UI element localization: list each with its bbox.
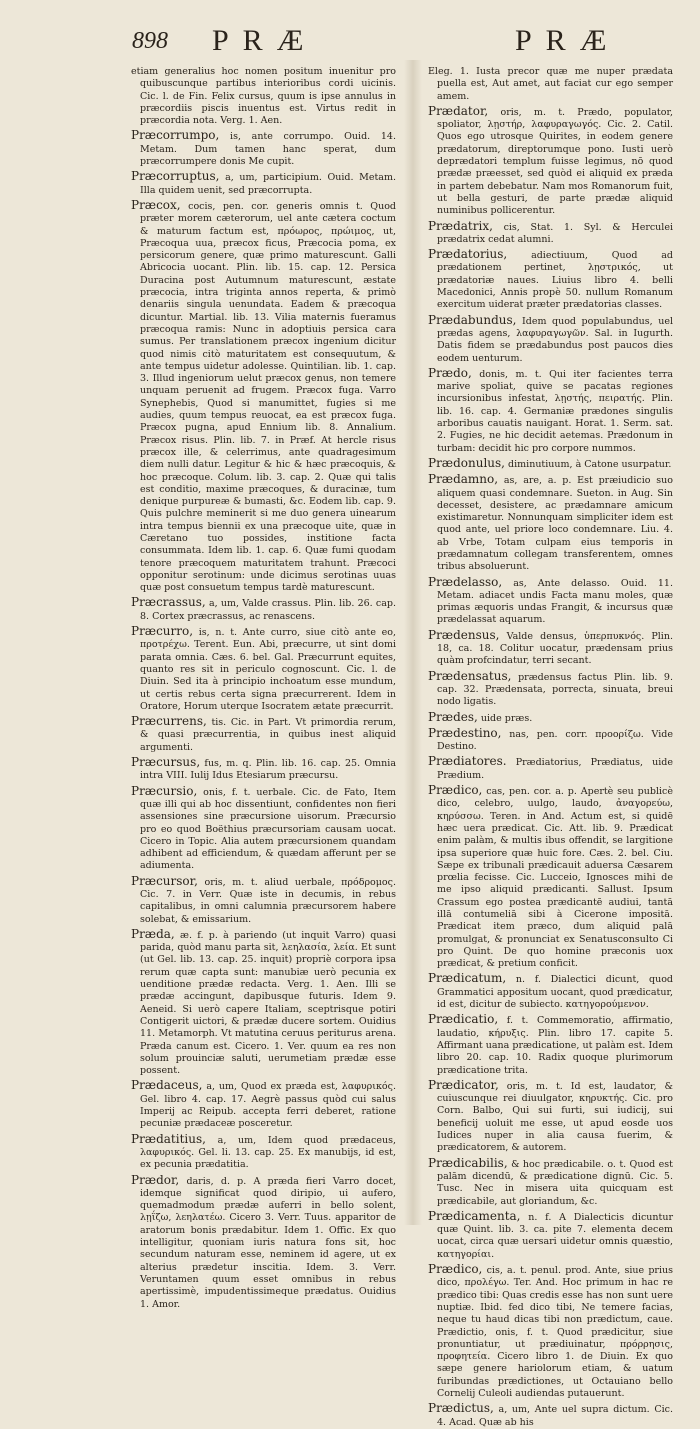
dictionary-entry — [131, 66, 396, 127]
entry-text: tis. Cic. in Part. Vt primordia rerum, & quasi præcurrentia, in quibus inest aliquid argumenti. — [140, 717, 396, 753]
dictionary-entry — [428, 1263, 673, 1400]
entry-text: n. f. Dialectici dicunt, quod Grammatici appositum uocant, quod prædicatur, id est, dicitur de subiecto. κατηγορούμενον. — [437, 974, 673, 1011]
entry-headword: Prædicatum, — [428, 971, 507, 986]
entry-text: nas, pen. corr. προορίζω. Vide Destino. — [437, 728, 673, 753]
dictionary-entry — [428, 314, 673, 365]
dictionary-entry — [428, 1013, 673, 1076]
entry-headword: Prædatitius, — [131, 1131, 206, 1146]
entry-headword: Prædico, — [428, 783, 483, 798]
entry-text: oris, m. t. Id est, laudator, & cuiuscunque rei diuulgator, κηρυκτής. Cic. pro Corn. Balbo, Qui sui furti, sui iudicij, sui beneficij uoluit me esse, ut apud eosde uos Iudices nuper in alia causa fuerim, & prædicatorem, & autorem. — [437, 1080, 673, 1154]
entry-text: as, are, a. p. Est præiudicio suo aliquem quasi condemnare. Sueton. in Aug. Sin decesset, desistere, ac prædamnare amicum existimaretur. Nonnunquam simpliciter idem est quod ante, uel priore loco condemnare. Liu. 4. ab Vrbe, Totam culpam eius temporis in prædamnatum collegam transferentem, omnes tribus absoluerunt. — [437, 475, 673, 573]
entry-text: adiectiuum, Quod ad prædationem pertinet, λῃστρικός, ut prædatoriæ naues. Liuius libro 4. belli Macedonici, Annis propè 50. nullum Romanum exercitum uiderat præter prædatorias classes. — [437, 250, 673, 311]
entry-text: oris, m. t. Prædo, populator, spoliator, λῃστήρ, λαφυραγωγός. Cic. 2. Catil. Quos ego utrosque Quirites, in eodem genere prædatorum, direptorumque pono. Iusti uerò deprædatori templum fuisse legimus, nō quod prædæ præesset, sed quòd ei aliquid ex præda in partem debebatur. Nam mos Romanorum fuit, ut bella gesturi, de parte prædæ aliquid numinibus pollicerentur. — [437, 106, 673, 217]
entry-headword: Præcurrens, — [131, 714, 207, 729]
dictionary-entry — [131, 756, 396, 783]
running-head-left: PRÆ — [212, 24, 318, 57]
entry-headword: Prædo, — [428, 365, 472, 380]
entry-headword: Præcox, — [131, 197, 181, 212]
entry-text: etiam generalius hoc nomen positum inuenitur pro quibuscunque partibus interioribus cordi uicinis. Cic. l. de Fin. Felix cursus, quum is ipse annulus in præcordiis piscis inuentus est. Virtus redit in præcordia nota. Verg. 1. Aen. — [131, 66, 396, 127]
dictionary-entry — [131, 170, 396, 197]
entry-text: oris, m. t. aliud uerbale, πρόδρομος. Cic. 7. in Verr. Quæ iste in decumis, in rebus capitalibus, in omni calumnia præcursorem habere solebat, & emissarium. — [140, 876, 396, 925]
entry-headword: Prædabundus, — [428, 312, 517, 327]
dictionary-entry — [428, 1079, 673, 1155]
dictionary-entry — [428, 105, 673, 218]
entry-text: a, um, participium. Ouid. Metam. Illa quidem uenit, sed præcorrupta. — [140, 172, 396, 196]
entry-headword: Prædiatores. — [428, 754, 507, 769]
entry-headword: Prædes, — [428, 709, 478, 724]
entry-headword: Præcorrumpo, — [131, 128, 220, 143]
dictionary-entry — [428, 784, 673, 970]
entry-text: Prædiatorius, Prædiatus, uide Prædium. — [437, 757, 673, 781]
left-column — [131, 66, 396, 1310]
entry-text: cis, Stat. 1. Syl. & Herculei prædatrix cedat alumni. — [437, 221, 673, 245]
dictionary-entry — [428, 755, 673, 782]
right-column — [428, 66, 673, 1428]
entry-headword: Præcursor, — [131, 873, 198, 888]
entry-text: a, um, Valde crassus. Plin. lib. 26. cap. 8. Cortex præcrassus, ac renascens. — [140, 598, 396, 622]
entry-headword: Prædor, — [131, 1172, 180, 1187]
dictionary-entry — [131, 625, 396, 713]
dictionary-entry — [428, 220, 673, 247]
entry-text: cis, a. t. penul. prod. Ante, siue prius dico, προλέγω. Ter. And. Hoc primum in hac re prædico tibi: Quas credis esse has non sunt uere nuptiæ. Ibid. fed dico tibi, Ne temere facias, neque tu haud dicas tibi non prædictum, caue. Prædictio, onis, f. t. Quod prædicitur, siue pronuntiatur, ut prædiuinatur, πρόρρησις, προφητεία. Cicero libro 1. de Diuin. Ex quo sæpe genere hariolorum etiam, & uatum furibundas prædictiones, ut Octauiano bello Cornelij Culeoli audiendas putauerunt. — [437, 1265, 673, 1399]
dictionary-entry — [428, 457, 673, 471]
dictionary-entry — [428, 711, 673, 725]
entry-headword: Præcrassus, — [131, 595, 206, 610]
dictionary-entry — [131, 1174, 396, 1311]
dictionary-entry — [428, 727, 673, 754]
entry-text: daris, d. p. A præda fieri Varro docet, idemque significat quod diripio, ui aufero, quemadmodum prædæ auferri in bello solent, λῃΐζω, λεηλατέω. Cicero 3. Verr. Tuus. apparitor de aratorum bonis prædabitur. Idem 1. Offic. Ex quo intelligitur, quoniam iuris natura fons sit, hoc secundum naturam esse, neminem id agere, ut ex alterius prædetur inscitia. Idem. 3. Verr. Veruntamen quum esset omnibus in rebus apertissimè, impudentissimeque prædatus. Ouidius 1. Amor. — [140, 1175, 396, 1310]
entry-text: donis, m. t. Qui iter facientes terra marive spoliat, quive se pacatas regiones incursionibus infestat, λῃστής, πειρατής. Plin. lib. 16. cap. 4. Germaniæ prædones singulis arboribus cauatis nauigant. Horat. 1. Serm. sat. 2. Fugies, ne hic decidit aetemas. Prædonum in turbam: decidit hic pro corpore nummos. — [437, 368, 673, 454]
entry-headword: Prædelasso, — [428, 574, 503, 589]
page-number: 898 — [132, 28, 168, 54]
dictionary-entry — [131, 596, 396, 623]
entry-headword: Prædamno, — [428, 472, 499, 487]
entry-text: Idem quod populabundus, uel prædas agens, λαφυραγωγῶν. Sal. in Iugurth. Datis fidem se prædabundus post paucos dies eodem uenturum. — [437, 315, 673, 364]
entry-headword: Prædensatus, — [428, 668, 512, 683]
entry-headword: Prædatorius, — [428, 247, 508, 262]
dictionary-entry — [428, 972, 673, 1011]
entry-text: cocis, pen. cor. generis omnis t. Quod præter morem cæterorum, uel ante cætera coctum & maturum factum est, πρόωρος, πρώιμος, ut, Præcoqua uua, præcox ficus, Præcocia poma, ex persicorum genere, quæ primo maturescunt. Galli Abricocia uocant. Plin. lib. 15. cap. 12. Persica Duracina post Autumnum maturescunt, æstate præcocia, intra triginta annos reperta, & primò denariis singula uenundata. Eadem & præcoqua dicuntur. Martial. lib. 13. Vilia maternis fueramus præcoqua ramis: Nunc in adoptiuis persica cara sumus. Per translationem præcox ingenium dicitur quod nimis citò maturitatem est consequutum, & ante tempus uidetur adolesse. Quintilian. lib. 1. cap. 3. Illud ingeniorum uelut præcox genus, non temere unquam peruenit ad frugem. Præcox fuga. Varro Synephebis, Quod si manumittet, fugies si me audies, quum tempus reuocat, ea est præcox fuga. Præcox pugna, apud Ennium lib. 8. Annalium. Præcox risus. Plin. lib. 7. in Præf. At hercle risus præcox ille, & celerrimus, ante quadragesimum diem nulli datur. Legitur & hic & hæc præcoquis, & hoc præcoque. Colum. lib. 3. cap. 2. Quæ qui talis est conditio, maxime præcoques, & duracinæ, tum denique purpureæ & bumasti, &c. Eodem lib. cap. 9. Quis pulchre meminerit si me duo genera uinearum intra tempus biennii ex una præcoque uite, quæ in Cæretano tuo possides, institione facta consummata. Idem lib. 1. cap. 6. Quæ fumi quodam tenore præcoquem maturitatem trahunt. Præcoci opponitur serotinum: unde dicimus serotinas uuas quæ post consuetum tempus tardè maturescunt. — [140, 200, 396, 594]
entry-text: uide præs. — [480, 712, 533, 724]
entry-text: & hoc prædicabile. o. t. Quod est palām dicendū, & prædicatione dignū. Cic. 5. Tusc. Nec in misera uita quicquam est prædicabile, aut gloriandum, &c. — [437, 1158, 673, 1207]
dictionary-entry — [428, 367, 673, 455]
entry-text: æ. f. p. à pariendo (ut inquit Varro) quasi parida, quòd manu parta sit, λεηλασία, λεία. Et sunt (ut Gel. lib. 13. cap. 25. inquit) propriè corpora ipsa rerum quæ capta sunt: manubiæ uerò pecunia ex uenditione prædæ redacta. Verg. 1. Aen. Illi se prædæ accingunt, dapibusque futuris. Idem 9. Aeneid. Si uerò capere Italiam, sceptrisque potiri Contigerit uictori, & prædæ ducere sortem. Ouidius 11. Metamorph. Vt matutina ceruus periturus arena. Præda canum est. Cicero. 1. Ver. quum ea res non solum prouinciæ saluti, uerumetiam prædæ esse possent. — [140, 929, 396, 1077]
dictionary-entry — [131, 199, 396, 595]
entry-text: is, n. t. Ante curro, siue citò ante eo, προτρέχω. Terent. Eun. Abi, præcurre, ut sint domi parata omnia. Cæs. 6. bel. Gal. Præcurrunt equites, quanto res sit in periculo cognoscunt. Cic. l. de Diuin. Sed ita à principio inchoatum esse mundum, ut certis rebus certa signa præcurrerent. Idem in Oratore, Horum uterque Isocratem ætate præcurrit. — [140, 627, 396, 712]
entry-headword: Præcorruptus, — [131, 169, 220, 184]
dictionary-entry — [131, 129, 396, 168]
entry-text: diminutiuum, à Catone usurpatur. — [508, 458, 672, 470]
entry-text: onis, f. t. uerbale. Cic. de Fato, Item quæ illi qui ab hoc dissentiunt, confidentes non fieri assensiones sine præcursione uisorum. Præcursio pro eo quod Boëthius præcursoriam causam uocat. Cicero in Topic. Alia autem præcursionem quandam adhibent ad efficiendum, & quædam afferunt per se adiumenta. — [140, 786, 396, 872]
dictionary-entry — [428, 473, 673, 573]
dictionary-entry — [428, 1402, 673, 1429]
entry-headword: Prædensus, — [428, 627, 500, 642]
entry-text: a, um, Quod ex præda est, λαφυρικός. Gel. libro 4. cap. 17. Aegrè passus quòd cui salus Imperij ac Reipub. accepta ferri deberet, ratione pecuniæ prædaceæ posceretur. — [140, 1081, 396, 1130]
entry-headword: Prædicatio, — [428, 1012, 499, 1027]
entry-headword: Præcursio, — [131, 783, 198, 798]
entry-text: fus, m. q. Plin. lib. 16. cap. 25. Omnia intra VIII. Iulij Idus Etesiarum præcursu. — [140, 758, 396, 782]
entry-headword: Prædicator, — [428, 1077, 499, 1092]
dictionary-entry — [131, 715, 396, 754]
entry-text: a, um, Idem quod prædaceus, λαφυρικός. Gel. li. 13. cap. 25. Ex manubijs, id est, ex pecunia prædatitia. — [140, 1134, 396, 1171]
entry-headword: Prædicamenta, — [428, 1208, 521, 1223]
entry-headword: Præcursus, — [131, 755, 201, 770]
book-gutter — [404, 60, 422, 1225]
entry-headword: Prædictus, — [428, 1401, 494, 1416]
dictionary-entry — [131, 928, 396, 1078]
entry-headword: Prædatrix, — [428, 218, 493, 233]
entry-text: Eleg. 1. Iusta precor quæ me nuper prædata puella est, Aut amet, aut faciat cur ego semper amem. — [428, 66, 673, 102]
entry-headword: Præcurro, — [131, 624, 194, 639]
entry-headword: Prædicabilis, — [428, 1155, 508, 1170]
entry-headword: Prædico, — [428, 1262, 483, 1277]
dictionary-entry — [131, 875, 396, 926]
dictionary-entry — [131, 1133, 396, 1172]
dictionary-entry — [428, 576, 673, 627]
dictionary-entry — [428, 629, 673, 668]
entry-headword: Præda, — [131, 926, 175, 941]
entry-text: prædensus factus Plin. lib. 9. cap. 32. Prædensata, porrecta, sinuata, breui nodo ligatis. — [437, 671, 673, 708]
entry-headword: Prædator, — [428, 103, 489, 118]
entry-headword: Prædaceus, — [131, 1078, 203, 1093]
dictionary-entry — [428, 66, 673, 103]
entry-text: a, um, Ante uel supra dictum. Cic. 4. Acad. Quæ ab his — [437, 1404, 673, 1428]
page-header — [0, 18, 700, 68]
entry-text: is, ante corrumpo. Ouid. 14. Metam. Dum tamen hanc sperat, dum præcorrumpere donis Me cupit. — [140, 131, 396, 168]
entry-headword: Prædestino, — [428, 725, 502, 740]
entry-text: cas, pen. cor. a. p. Apertè seu publicè dico, celebro, uulgo, laudo, ἀναγορεύω, κηρύσσω. Teren. in And. Actum est, si quidē hæc uera prædicat. Cic. Att. lib. 9. Prædicat enim palàm, & multis ibus offendit, se largitione ipsa superiore quæ huic fore. Cæs. 2. bel. Ciu. Sæpe ex tribunali prædicauit aduersa Cæsarem prœlia fecisse. Cic. Lucceio, Ignosces mihi de me ipso aliquid prædicanti. Sallust. Ipsum Crassum ego postea prædicantē audiui, tantā illā contumeliā sibi à Cicerone impositā. Prædicat item præco, dum aliquid palā promulgat, & pronunciat ex Senatusconsulto Ci pro Quint. De quo homine præconis uox prædicat, & pretium conficit. — [437, 786, 673, 970]
dictionary-entry — [428, 1157, 673, 1208]
dictionary-entry — [131, 785, 396, 873]
dictionary-entry — [428, 670, 673, 709]
dictionary-entry — [428, 1210, 673, 1261]
entry-headword: Prædonulus, — [428, 455, 505, 470]
entry-text: Valde densus, ὑπερπυκνός. Plin. 18, ca. 18. Colitur uocatur, prædensam prius quàm profcindatur, terri secant. — [437, 630, 673, 667]
running-head-right: PRÆ — [515, 24, 621, 57]
entry-text: f. t. Commemoratio, affirmatio, laudatio, κήρυξις. Plin. libro 17. capite 5. Affirmant uana prædicatione, ut palàm est. Idem libro 20. cap. 10. Radix quoque plurimorum prædicatione trita. — [437, 1015, 673, 1076]
dictionary-entry — [131, 1079, 396, 1130]
entry-text: as, Ante delasso. Ouid. 11. Metam. adiacet undis Facta manu moles, quæ primas æquoris undas Frangit, & incursus quæ prædelassat aquarum. — [437, 577, 673, 626]
dictionary-entry — [428, 248, 673, 311]
entry-text: n. f. A Dialecticis dicuntur quæ Quint. lib. 3. ca. pite 7. elementa decem uocat, circa quæ uersari uidetur omnis quæstio, κατηγορίαι. — [437, 1211, 673, 1260]
